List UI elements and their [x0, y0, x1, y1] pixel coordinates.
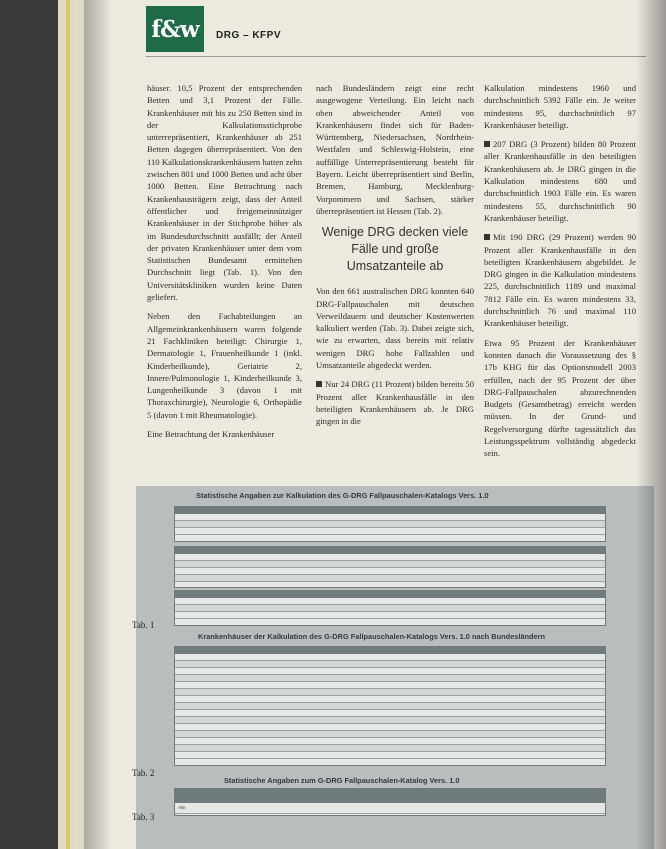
table-1c: [174, 590, 606, 626]
table-2-title: Krankenhäuser der Kalkulation des G-DRG Fallpauschalen-Katalogs Vers. 1.0 nach Bundesländern: [198, 632, 546, 641]
bullet-square-icon: [484, 141, 490, 147]
paragraph: Eine Betrachtung der Krankenhäuser: [147, 429, 275, 440]
table-1b: [174, 546, 606, 588]
paragraph: Kalkulation mindestens 1960 und durchschnittlich 5392 Fälle ein. Je weiter mindestens 95, durchschnittlich 97 Krankenhäuser beteiligt.: [484, 83, 636, 130]
table-3-title: Statistische Angaben zum G-DRG Fallpauschalen-Katalog Vers. 1.0: [224, 776, 460, 785]
bullet-paragraph: Mit 190 DRG (29 Prozent) werden 90 Prozent aller Krankenhausfälle in den beteiligten Krankenhäusern abgebildet. Je DRG gingen in die Kalkulation mindestens 225, durchschnittlich 1189 und maximal 7812 Fälle ein. Es waren mindestens 33, durchschnittlich 76 und maximal 110 Krankenhäuser beteiligt.: [484, 232, 636, 329]
table-2: [174, 646, 606, 766]
table-3-label: Tab. 3: [132, 812, 155, 822]
table-1a: [174, 506, 606, 542]
bullet-paragraph: Nur 24 DRG (11 Prozent) bilden bereits 50 Prozent aller Krankenhausfälle in den beteiligten Krankenhäusern ab. Je DRG gingen in die: [316, 379, 474, 427]
table-2-label: Tab. 2: [132, 768, 155, 778]
bullet-square-icon: [484, 234, 490, 240]
bullet-paragraph: 207 DRG (3 Prozent) bilden 80 Prozent aller Krankenhausfälle in den beteiligten Krankenhäusern ab. Je DRG gingen in die Kalkulation mindestens 680 und durchschnittlich 1903 Fälle ein. Es waren mindestens 55, durchschnittlich 90 Krankenhäuser beteiligt.: [484, 139, 636, 223]
gutter-shadow: [84, 0, 112, 849]
paragraph: Neben den Fachabteilungen an Allgemeinkrankenhäusern waren folgende 21 Fachkliniken beteiligt: Chirurgie 1, Dermatologie 1, Frauenheilkunde 1 (inkl. Kinderheilkunde), Geriatrie 2, Innere/Pulmonologie 1, Kinderheilkunde 3, Lungenheilkunde 3 (davon 1 mit Thoraxchirurgie), Neurologie 6, Orthopädie 5 (davon 1 mit Rheumatologie).: [147, 311, 302, 420]
page-edge-shadow: [636, 0, 666, 849]
brand-logo: f&w: [146, 6, 204, 52]
article-column-2: [316, 82, 474, 435]
paragraph: nach Bundesländern zeigt eine recht ausgewogene Verteilung. Ein leicht nach oben abweichender Anteil von Krankenhäusern findet sich für Baden-Württemberg, Niedersachsen, Nordrhein-Westfalen und Schleswig-Holstein, eine auffällige Unterrepräsentierung besteht für Bayern. Leicht überrepräsentiert sind Berlin, Bremen, Hamburg, Mecklenburg-Vorpommern und Sachsen, stärker überrepräsentiert ist Hessen (Tab. 2).: [316, 83, 474, 216]
tables-panel: [132, 486, 654, 849]
article-column-3: [484, 82, 636, 467]
article-column-1: [147, 82, 302, 440]
page-marker-edge: [66, 0, 70, 849]
table-3: [174, 788, 606, 816]
bullet-square-icon: [316, 381, 322, 387]
table-1-label: Tab. 1: [132, 620, 155, 630]
table-1-title: Statistische Angaben zur Kalkulation des G-DRG Fallpauschalen-Katalogs Vers. 1.0: [196, 491, 489, 500]
section-header: DRG – KFPV: [216, 30, 282, 41]
header-divider: [146, 56, 646, 57]
paragraph: Etwa 95 Prozent der Krankenhäuser konnten danach die Voraussetzung des § 17b KHG für das Optionsmodell 2003 erfüllen, nach der 95 Prozent der über DRG-Fallpauschalen abzurechnenden Budgets (Gesamtbetrag) erreicht werden müssen. In der Grund- und Regelversorgung dürfte tagessätzlich das Leistungsspektrum vollständig abgedeckt sein.: [484, 337, 636, 459]
table-cell: Alle: [178, 805, 186, 810]
paragraph: häuser. 10,5 Prozent der entsprechenden Betten und 3,1 Prozent der Fälle. Krankenhäuser mit bis zu 250 Betten sind in der Kalkulationsstichprobe unterrepräsentiert, Krankenhäuser ab 251 Betten dagegen überrepräsentiert. Von den 110 Kalkulationskrankenhäusern hatten zehn zwischen 801 und 1000 Betten und acht über 1000 Betten. Eine Betrachtung nach Krankenhausträgern zeigt, dass der Anteil öffentlicher und freigemeinnütziger Krankenhäuser in der Stichprobe höher als im Bundesdurchschnitt ausfällt; der Anteil der privaten Krankenhäuser unter dem vom Statistischen Bundesamt ermittelten Durchschnitt liegt (Tab. 1). Von den Universitätskliniken wurden keine Daten geliefert.: [147, 83, 302, 303]
book-page-edges: [58, 0, 84, 849]
paragraph: Von den 661 australischen DRG konnten 640 DRG-Fallpauschalen mit deutschen Verweildauern und deutscher Kostenwerten kalkuliert werden (Tab. 3). Dabei zeigte sich, wie zu erwarten, dass bereits mit relativ wenigen DRG hohe Fallzahlen und Umsatzanteile abgedeckt werden.: [316, 286, 474, 371]
subheadline: Wenige DRG decken viele Fälle und große Umsatzanteile ab: [321, 225, 469, 274]
